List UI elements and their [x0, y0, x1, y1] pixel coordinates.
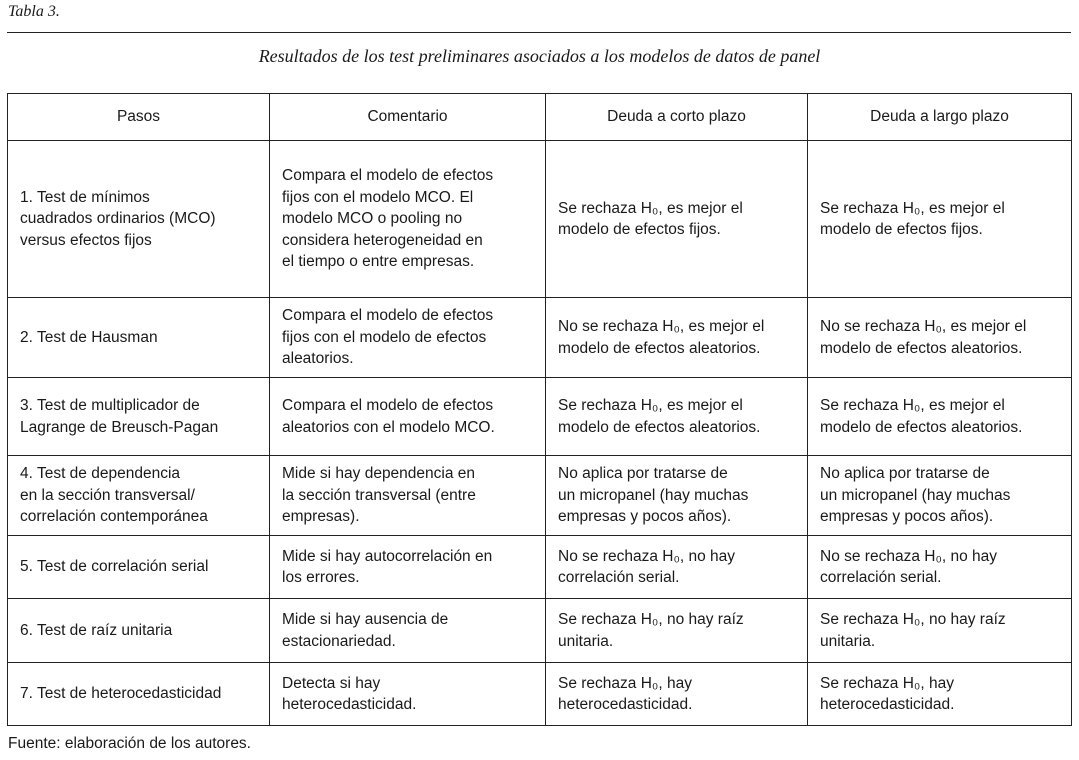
cell-line: el tiempo o entre empresas.: [282, 253, 475, 271]
cell-line: modelo MCO o pooling no: [282, 210, 463, 228]
cell-comentario: [270, 599, 546, 663]
cell-deuda-corto: [546, 599, 808, 663]
cell-line: cuadrados ordinarios (MCO): [20, 210, 216, 228]
header-row: [8, 94, 1072, 141]
cell-deuda-corto: [546, 536, 808, 599]
cell-pasos: [8, 141, 270, 298]
cell-line: correlación contemporánea: [20, 508, 208, 526]
cell-line: 3. Test de multiplicador de: [20, 397, 200, 414]
cell-line: modelo de efectos aleatorios.: [558, 339, 761, 357]
cell-line: los errores.: [282, 569, 360, 586]
cell-deuda-corto: [546, 298, 808, 378]
cell-line: empresas y pocos años).: [558, 508, 732, 526]
cell-line: heterocedasticidad.: [282, 696, 417, 713]
cell-comentario: [270, 378, 546, 456]
cell-pasos: [8, 663, 270, 726]
cell-line: 2. Test de Hausman: [20, 328, 158, 346]
cell-line: Se rechaza H₀, es mejor el: [820, 199, 1005, 217]
cell-comentario: [270, 456, 546, 536]
cell-line: No aplica por tratarse de: [558, 465, 728, 483]
cell-line: Compara el modelo de efectos: [282, 397, 494, 414]
cell-deuda-largo: [808, 536, 1072, 599]
cell-line: Se rechaza H₀, hay: [558, 674, 692, 692]
cell-line: Detecta si hay: [282, 674, 381, 692]
cell-line: Se rechaza H₀, es mejor el: [820, 397, 1005, 414]
table-row: [8, 599, 1072, 663]
cell-line: modelo de efectos fijos.: [820, 221, 983, 238]
cell-line: versus efectos fijos: [20, 231, 152, 249]
table-row: [8, 298, 1072, 378]
table-label: Tabla 3.: [8, 3, 60, 20]
cell-line: No se rechaza H₀, es mejor el: [820, 318, 1027, 335]
cell-deuda-corto: [546, 378, 808, 456]
header-pasos: Pasos: [8, 94, 270, 141]
divider: [7, 32, 1071, 33]
cell-line: 1. Test de mínimos: [20, 188, 150, 206]
cell-pasos: [8, 298, 270, 378]
cell-pasos: [8, 456, 270, 536]
cell-line: Compara el modelo de efectos: [282, 307, 494, 325]
cell-line: Compara el modelo de efectos: [282, 167, 494, 185]
cell-line: un micropanel (hay muchas: [558, 486, 749, 504]
cell-line: 5. Test de correlación serial: [20, 558, 209, 576]
cell-line: Se rechaza H₀, no hay raíz: [558, 611, 744, 628]
cell-deuda-corto: [546, 141, 808, 298]
cell-line: fijos con el modelo de efectos: [282, 328, 487, 346]
cell-deuda-largo: [808, 456, 1072, 536]
cell-deuda-corto: [546, 456, 808, 536]
cell-line: un micropanel (hay muchas: [820, 486, 1011, 504]
cell-deuda-largo: [808, 663, 1072, 726]
cell-line: empresas y pocos años).: [820, 508, 994, 526]
cell-line: Se rechaza H₀, es mejor el: [558, 397, 743, 414]
cell-line: modelo de efectos fijos.: [558, 221, 721, 238]
cell-line: No se rechaza H₀, es mejor el: [558, 318, 765, 335]
cell-line: en la sección transversal/: [20, 486, 195, 504]
cell-line: heterocedasticidad.: [558, 696, 693, 713]
cell-line: empresas).: [282, 508, 360, 526]
cell-line: aleatorios con el modelo MCO.: [282, 418, 495, 436]
cell-line: correlación serial.: [558, 569, 680, 586]
cell-line: Se rechaza H₀, hay: [820, 674, 954, 692]
cell-line: No se rechaza H₀, no hay: [820, 547, 998, 565]
header-comentario: Comentario: [270, 94, 546, 141]
cell-line: la sección transversal (entre: [282, 486, 476, 504]
table-row: [8, 663, 1072, 726]
source-note: Fuente: elaboración de los autores.: [8, 735, 251, 752]
cell-line: considera heterogeneidad en: [282, 231, 483, 249]
cell-line: Se rechaza H₀, no hay raíz: [820, 611, 1006, 628]
cell-line: 4. Test de dependencia: [20, 465, 181, 483]
cell-pasos: [8, 599, 270, 663]
cell-line: correlación serial.: [820, 569, 942, 586]
cell-line: modelo de efectos aleatorios.: [820, 339, 1023, 357]
cell-line: fijos con el modelo MCO. El: [282, 188, 474, 206]
cell-line: 7. Test de heterocedasticidad: [20, 685, 222, 703]
cell-pasos: [8, 378, 270, 456]
cell-line: Mide si hay autocorrelación en: [282, 547, 493, 565]
results-table: [7, 93, 1072, 726]
table-row: [8, 456, 1072, 536]
cell-line: Lagrange de Breusch-Pagan: [20, 418, 219, 436]
cell-comentario: [270, 298, 546, 378]
cell-comentario: [270, 141, 546, 298]
cell-line: modelo de efectos aleatorios.: [558, 418, 761, 436]
cell-deuda-largo: [808, 599, 1072, 663]
cell-line: unitaria.: [558, 632, 614, 650]
cell-comentario: [270, 663, 546, 726]
cell-line: Mide si hay ausencia de: [282, 611, 449, 628]
table-row: [8, 378, 1072, 456]
cell-line: modelo de efectos aleatorios.: [820, 418, 1023, 436]
cell-line: Mide si hay dependencia en: [282, 465, 476, 483]
cell-deuda-corto: [546, 663, 808, 726]
cell-line: 6. Test de raíz unitaria: [20, 621, 173, 639]
cell-line: No aplica por tratarse de: [820, 465, 990, 483]
cell-deuda-largo: [808, 298, 1072, 378]
table-title: Resultados de los test preliminares asociados a los modelos de datos de panel: [258, 46, 821, 66]
cell-line: unitaria.: [820, 632, 876, 650]
cell-comentario: [270, 536, 546, 599]
cell-line: heterocedasticidad.: [820, 696, 955, 713]
cell-deuda-largo: [808, 141, 1072, 298]
cell-line: estacionariedad.: [282, 632, 396, 650]
header-deuda-corto: Deuda a corto plazo: [546, 94, 808, 141]
header-deuda-largo: Deuda a largo plazo: [808, 94, 1072, 141]
cell-deuda-largo: [808, 378, 1072, 456]
cell-line: aleatorios.: [282, 350, 354, 368]
cell-line: Se rechaza H₀, es mejor el: [558, 199, 743, 217]
table-row: [8, 141, 1072, 298]
cell-line: No se rechaza H₀, no hay: [558, 547, 736, 565]
table-row: [8, 536, 1072, 599]
cell-pasos: [8, 536, 270, 599]
